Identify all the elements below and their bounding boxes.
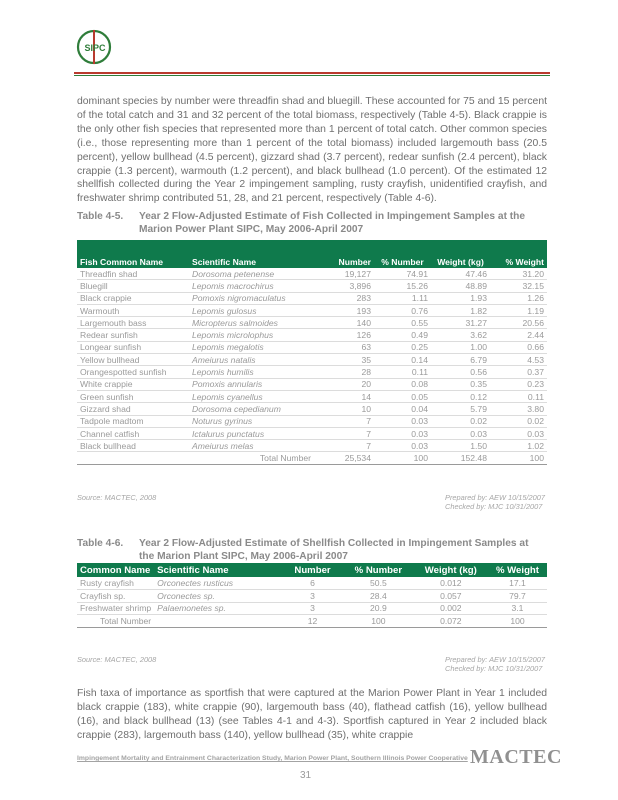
table-cell: Orconectes sp. [154,589,282,602]
table-row [77,602,547,615]
table-cell: 1.26 [490,292,547,304]
col-header: Common Name [77,563,154,577]
table-cell: Micropterus salmoides [189,317,314,329]
table-cell: 48.89 [431,280,490,292]
table-cell: 32.15 [490,280,547,292]
table-cell: Lepomis microlophus [189,329,314,341]
table-row [77,268,547,280]
table-cell: White crappie [77,378,189,390]
table-row [77,589,547,602]
table-4-6-number: Table 4-6. [77,538,124,549]
table-cell: 0.55 [374,317,431,329]
table-cell: 28.4 [343,589,414,602]
table-cell: 19,127 [314,268,374,280]
table-cell: 193 [314,304,374,316]
table-cell: 2.44 [490,329,547,341]
table-cell: Dorosoma cepedianum [189,403,314,415]
total-weight: 152.48 [431,452,490,464]
table-cell: 0.03 [374,415,431,427]
table-row [77,403,547,415]
table-4-6-source [77,655,547,673]
table-cell: 3.62 [431,329,490,341]
logo-text: SIPC [84,43,106,53]
table-cell: 0.05 [374,390,431,402]
table-cell: 3.80 [490,403,547,415]
table-row [77,440,547,452]
fish-impingement-table [77,240,547,465]
table-cell: Warmouth [77,304,189,316]
col-header: Number [314,240,374,268]
table-cell: 35 [314,354,374,366]
total-pct-weight: 100 [488,615,547,628]
table-4-5-number: Table 4-5. [77,211,124,222]
table-cell: 1.93 [431,292,490,304]
table-cell: 0.25 [374,341,431,353]
table-cell: Orangespotted sunfish [77,366,189,378]
total-label: Total Number [77,615,154,628]
footer-document-title: Impingement Mortality and Entrainment Characterization Study, Marion Power Plant, Southern Illinois Power Cooperative [77,755,468,762]
table-cell: Black bullhead [77,440,189,452]
table-cell: 1.82 [431,304,490,316]
table-cell: 0.02 [490,415,547,427]
table-cell: Threadfin shad [77,268,189,280]
table-cell: Pomoxis annularis [189,378,314,390]
table-cell: 31.20 [490,268,547,280]
total-label: Total Number [189,452,314,464]
table-cell: Palaemonetes sp. [154,602,282,615]
table-cell: 0.11 [374,366,431,378]
table-4-6-caption [77,537,547,563]
table-4-6-title: Year 2 Flow-Adjusted Estimate of Shellfish Collected in Impingement Samples at the Marion Plant SIPC, May 2006-April 2007 [139,538,529,562]
checked-by: Checked by: MJC 10/31/2007 [445,664,543,673]
col-header: Number [282,563,343,577]
table-cell: Lepomis macrochirus [189,280,314,292]
table-cell: Lepomis gulosus [189,304,314,316]
table-cell: 3,896 [314,280,374,292]
table-cell: 0.02 [431,415,490,427]
table-cell: Channel catfish [77,427,189,439]
table-cell: 79.7 [488,589,547,602]
table-cell: 283 [314,292,374,304]
sipc-logo [76,29,112,65]
table-row [77,292,547,304]
table-total-row [77,452,547,464]
header-rule-green [74,75,550,76]
col-header: Fish Common Name [77,240,189,268]
table-cell: 20.56 [490,317,547,329]
table-4-5-source [77,493,547,511]
table-cell: Noturus gyrinus [189,415,314,427]
table-cell: Ameiurus melas [189,440,314,452]
table-cell: 0.057 [414,589,488,602]
total-number: 25,534 [314,452,374,464]
table-cell: Orconectes rusticus [154,577,282,589]
table-cell: Gizzard shad [77,403,189,415]
table-cell: 0.37 [490,366,547,378]
col-header: % Weight [490,240,547,268]
table-4-5-caption [77,210,547,236]
table-row [77,280,547,292]
table-cell: Green sunfish [77,390,189,402]
body-paragraph-3: Fish taxa of importance as sportfish that were captured at the Marion Power Plant in Year 1 included black crappie (183), white crappie (90), largemouth bass (40), flathead catfish (16), yellow bullhead (16), and black bullhead (13) (see Tables 4-1 and 4-3). Sportfish captured in Year 2 included black crappie (283), largemouth bass (140), yellow bullhead (35), white crappie [77,688,547,741]
table-cell: 0.14 [374,354,431,366]
table-cell: Black crappie [77,292,189,304]
table-cell: 4.53 [490,354,547,366]
table-cell: Ameiurus natalis [189,354,314,366]
table-cell: 3 [282,602,343,615]
table-cell: 0.03 [374,427,431,439]
table-cell: 0.23 [490,378,547,390]
table-row [77,378,547,390]
prepared-by: Prepared by: AEW 10/15/2007 [445,493,545,502]
total-number: 12 [282,615,343,628]
col-header: % Number [343,563,414,577]
table-cell: Pomoxis nigromaculatus [189,292,314,304]
table-row [77,329,547,341]
col-header: Scientific Name [154,563,282,577]
table-cell: 0.03 [490,427,547,439]
col-header: Scientific Name [189,240,314,268]
table-cell: Rusty crayfish [77,577,154,589]
page-number: 31 [300,770,312,781]
table-cell: 0.66 [490,341,547,353]
table-4-5-title: Year 2 Flow-Adjusted Estimate of Fish Collected in Impingement Samples at the Marion Power Plant SIPC, May 2006-April 2007 [139,211,526,235]
table-cell: 47.46 [431,268,490,280]
table-cell: Redear sunfish [77,329,189,341]
table-cell: Lepomis megalotis [189,341,314,353]
table-cell: 6.79 [431,354,490,366]
table-cell: 3 [282,589,343,602]
col-header: Weight (kg) [414,563,488,577]
table-cell: 20.9 [343,602,414,615]
table-header-row [77,563,547,577]
table-cell: 1.11 [374,292,431,304]
table-row [77,354,547,366]
table-cell: 5.79 [431,403,490,415]
table-cell: 28 [314,366,374,378]
mactec-logo: MACTEC [470,746,562,768]
table-cell: 1.00 [431,341,490,353]
total-weight: 0.072 [414,615,488,628]
body-paragraph-1: dominant species by number were threadfin shad and bluegill. These accounted for 75 and 15 percent of the total catch and 31 and 32 percent of the total biomass, respectively (Table 4-5). Black crappie is the only other fish species that represented more than 1 percent of total catch. Other common species (i.e., those representing more than 1 percent of the total biomass) included largemouth bass (20.5 percent), yellow bullhead (4.5 percent), gizzard shad (3.7 percent), redear sunfish (2.4 percent), black crappie (1.3 percent), warmouth (1.2 percent), and black bullhead (1.0 percent). Of the estimated 12 shellfish collected during the Year 2 impingement sampling, rusty crayfish, unidentified crayfish, and freshwater shrimp contributed 51, 28, and 21 percent, respectively (Table 4-6). [77,96,547,205]
table-cell: 126 [314,329,374,341]
checked-by: Checked by: MJC 10/31/2007 [445,502,543,511]
total-pct-number: 100 [374,452,431,464]
table-cell: Crayfish sp. [77,589,154,602]
header-rule-red [74,72,550,74]
table-row [77,304,547,316]
table-cell: 0.03 [374,440,431,452]
table-cell: 0.49 [374,329,431,341]
table-cell: Largemouth bass [77,317,189,329]
total-pct-weight: 100 [490,452,547,464]
table-row [77,366,547,378]
table-cell: Dorosoma petenense [189,268,314,280]
table-cell: Longear sunfish [77,341,189,353]
table-row [77,341,547,353]
table-cell: 1.50 [431,440,490,452]
source-note: Source: MACTEC, 2008 [77,493,157,502]
table-cell: 0.03 [431,427,490,439]
table-header-row [77,240,547,268]
source-note: Source: MACTEC, 2008 [77,655,157,664]
col-header: % Number [374,240,431,268]
table-cell: Lepomis cyanellus [189,390,314,402]
table-cell: 0.11 [490,390,547,402]
table-cell: 74.91 [374,268,431,280]
table-cell: 140 [314,317,374,329]
table-row [77,317,547,329]
table-cell: 15.26 [374,280,431,292]
table-cell: 1.02 [490,440,547,452]
table-cell: Yellow bullhead [77,354,189,366]
table-row [77,427,547,439]
table-cell: 1.19 [490,304,547,316]
table-cell: 10 [314,403,374,415]
prepared-by: Prepared by: AEW 10/15/2007 [445,655,545,664]
table-cell: 0.04 [374,403,431,415]
table-cell: Lepomis humilis [189,366,314,378]
table-row [77,577,547,589]
table-cell: Tadpole madtom [77,415,189,427]
table-row [77,390,547,402]
table-cell: 0.002 [414,602,488,615]
total-pct-number: 100 [343,615,414,628]
table-cell: 20 [314,378,374,390]
shellfish-impingement-table [77,563,547,628]
table-row [77,415,547,427]
table-cell: 0.76 [374,304,431,316]
table-cell: Bluegill [77,280,189,292]
table-cell: 7 [314,427,374,439]
col-header: Weight (kg) [431,240,490,268]
table-cell: 0.08 [374,378,431,390]
col-header: % Weight [488,563,547,577]
table-cell: 14 [314,390,374,402]
table-total-row [77,615,547,628]
table-cell: 7 [314,440,374,452]
table-cell: 0.35 [431,378,490,390]
table-cell: 6 [282,577,343,589]
table-cell: 3.1 [488,602,547,615]
table-cell: 50.5 [343,577,414,589]
table-cell: 31.27 [431,317,490,329]
table-cell: 17.1 [488,577,547,589]
table-cell: Ictalurus punctatus [189,427,314,439]
table-cell: 63 [314,341,374,353]
table-cell: Freshwater shrimp [77,602,154,615]
table-cell: 0.012 [414,577,488,589]
table-cell: 0.56 [431,366,490,378]
table-cell: 7 [314,415,374,427]
table-cell: 0.12 [431,390,490,402]
